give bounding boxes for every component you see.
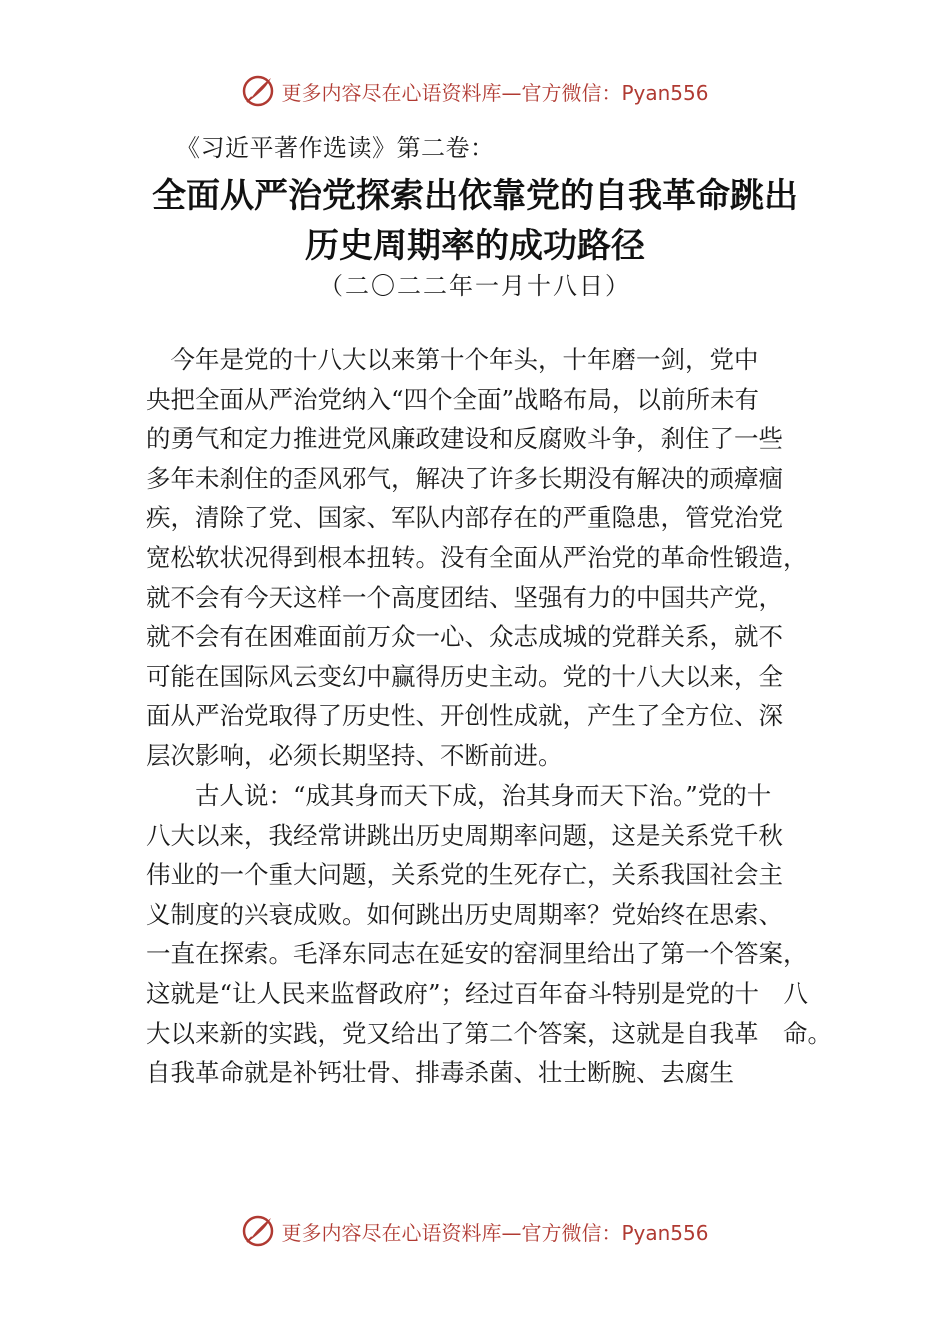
text-line: 义制度的兴衰成败。如何跳出历史周期率？党始终在思索、 xyxy=(146,899,783,929)
watermark-text: 更多内容尽在心语资料库—官方微信：Pyan556 xyxy=(281,1220,709,1245)
text-line: 伟业的一个重大问题，关系党的生死存亡，关系我国社会主 xyxy=(146,860,783,890)
text-line: 层次影响，必须长期坚持、不断前进。 xyxy=(146,740,563,770)
text-line: 古人说：“成其身而天下成，治其身而天下治。”党的十 xyxy=(146,781,772,810)
text-line: 可能在国际风云变幻中赢得历史主动。党的十八大以来，全 xyxy=(146,661,783,691)
text-line: 就不会有在困难面前万众一心、众志成城的党群关系，就不 xyxy=(146,622,783,652)
quill-logo-icon xyxy=(241,1214,275,1248)
text-line: 八大以来，我经常讲跳出历史周期率问题，这是关系党千秋 xyxy=(146,820,783,850)
series-label: 《习近平著作选读》第二卷： xyxy=(176,134,495,162)
text-line: 央把全面从严治党纳入“四个全面”战略布局，以前所未有 xyxy=(146,384,760,414)
title-line-2: 历史周期率的成功路径 xyxy=(305,226,645,266)
text-line: 面从严治党取得了历史性、开创性成就，产生了全方位、深 xyxy=(146,701,783,731)
text-line: 疾，清除了党、国家、军队内部存在的严重隐患，管党治党 xyxy=(146,503,783,533)
text-line: 的勇气和定力推进党风廉政建设和反腐败斗争，刹住了一些 xyxy=(146,424,783,454)
quill-logo-icon xyxy=(241,74,275,108)
text-line: 这就是“让人民来监督政府”；经过百年奋斗特别是党的十 八 xyxy=(146,978,809,1008)
title-line-1: 全面从严治党探索出依靠党的自我革命跳出 xyxy=(152,176,798,216)
text-line: 宽松软状况得到根本扭转。没有全面从严治党的革命性锻造， xyxy=(146,542,808,572)
text-line: 大以来新的实践，党又给出了第二个答案，这就是自我革 命。 xyxy=(146,1018,832,1048)
watermark-text: 更多内容尽在心语资料库—官方微信：Pyan556 xyxy=(281,80,709,105)
text-line: 就不会有今天这样一个高度团结、坚强有力的中国共产党， xyxy=(146,582,783,612)
watermark-header xyxy=(0,74,950,108)
text-line: 一直在探索。毛泽东同志在延安的窑洞里给出了第一个答案， xyxy=(146,939,808,969)
text-line: 今年是党的十八大以来第十个年头，十年磨一剑，党中 xyxy=(146,345,759,374)
paragraph-1 xyxy=(146,340,806,776)
text-line: 多年未刹住的歪风邪气，解决了许多长期没有解决的顽瘴痼 xyxy=(146,463,783,493)
date-line: （二〇二二年一月十八日） xyxy=(319,272,631,300)
text-line: 自我革命就是补钙壮骨、排毒杀菌、壮士断腕、去腐生 xyxy=(146,1058,734,1088)
watermark-footer xyxy=(0,1214,950,1248)
paragraph-2 xyxy=(146,776,832,1093)
